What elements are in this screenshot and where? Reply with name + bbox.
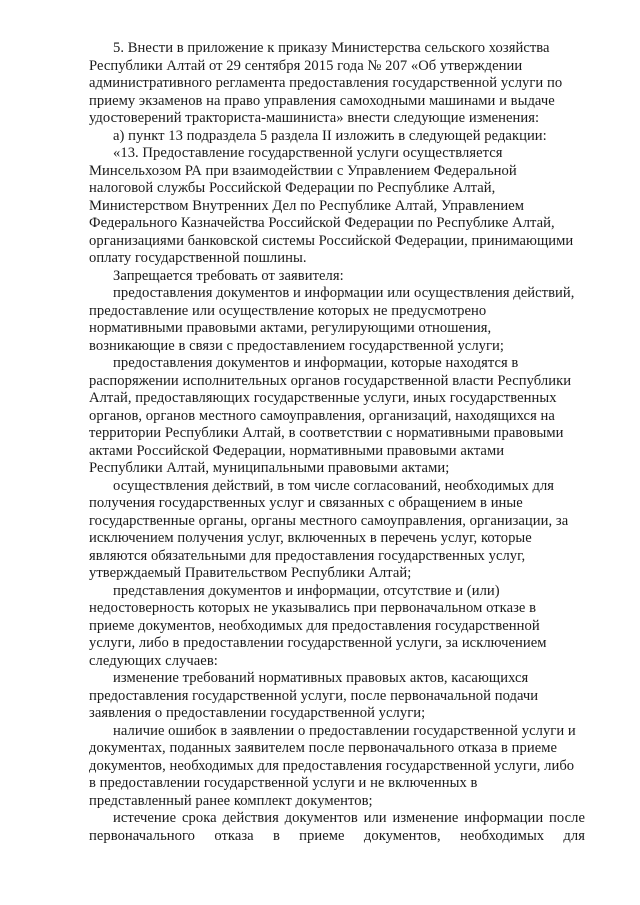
document-body	[89, 40, 585, 845]
paragraph-prohibition-heading: Запрещается требовать от заявителя:	[113, 267, 344, 284]
paragraph-exception-item: истечение срока действия документов или изменение информации после первоначального отказа в приеме документов, необходимых для	[89, 810, 585, 844]
paragraph-list-item: предоставления документов и информации или осуществления действий, предоставление или осуществление которых не предусмотрено нормативными правовыми актами, регулирующими отношения, возникающие в связи с предоставлением государственной услуги;	[89, 285, 575, 354]
paragraph-amendment-intro: 5. Внести в приложение к приказу Министерства сельского хозяйства Республики Алтай от 29 сентября 2015 года № 207 «Об утверждении административного регламента предоставления государственной услуги по приему экзаменов на право управления самоходными машинами и выдаче удостоверений тракториста-машиниста» внести следующие изменения:	[89, 40, 563, 126]
paragraph-list-item: осуществления действий, в том числе согласований, необходимых для получения государственных услуг и связанных с обращением в иные государственные органы, органы местного самоуправления, организации, за исключением получения услуг, включенных в перечень услуг, которые являются обязательными для предоставления государственных услуг, утверждаемый Правительством Республики Алтай;	[89, 477, 569, 581]
paragraph-list-item: представления документов и информации, отсутствие и (или) недостоверность которых не указывались при первоначальном отказе в приеме документов, необходимых для предоставления государственной услуги, либо в предоставлении государственной услуги, за исключением следующих случаев:	[89, 582, 547, 669]
paragraph-list-item: предоставления документов и информации, которые находятся в распоряжении исполнительных органов государственной власти Республики Алтай, предоставляющих государственные услуги, иных государственных органов, органов местного самоуправления, организаций, находящихся на территории Республики Алтай, в соответствии с нормативными правовыми актами Российской Федерации, нормативными правовыми актами Республики Алтай, муниципальными правовыми актами;	[89, 355, 572, 476]
paragraph-exception-item: наличие ошибок в заявлении о предоставлении государственной услуги и документах, поданных заявителем после первоначального отказа в приеме документов, необходимых для предоставления государственной услуги, либо в предоставлении государственной услуги и не включенных в представленный ранее комплект документов;	[89, 722, 576, 809]
paragraph-point-13: «13. Предоставление государственной услуги осуществляется Минсельхозом РА при взаимодействии с Управлением Федеральной налоговой службы Российской Федерации по Республике Алтай, Министерством Внутренних Дел по Республике Алтай, Управлением Федерального Казначейства Российской Федерации по Республике Алтай, организациями банковской системы Российской Федерации, принимающими оплату государственной пошлины.	[89, 145, 574, 266]
paragraph-exception-item: изменение требований нормативных правовых актов, касающихся предоставления государственной услуги, после первоначальной подачи заявления о предоставлении государственной услуги;	[89, 670, 539, 721]
paragraph-subpoint-a: а) пункт 13 подраздела 5 раздела II изложить в следующей редакции:	[113, 127, 547, 144]
